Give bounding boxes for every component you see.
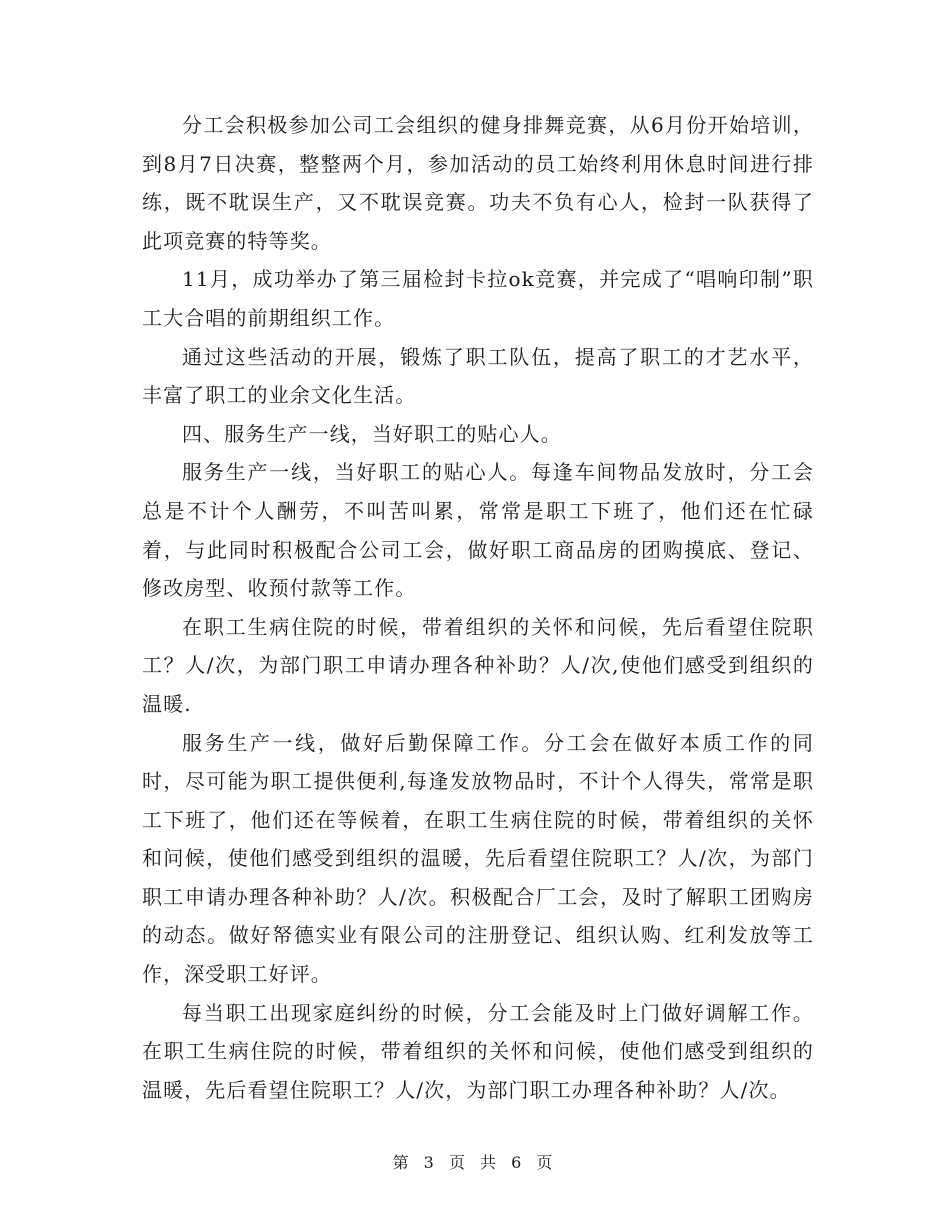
paragraph-frontline-service: 服务生产一线，当好职工的贴心人。每逢车间物品发放时，分工会总是不计个人酬劳，不叫苦叫累，常常是职工下班了，他们还在忙碌着，与此同时积极配合公司工会，做好职工商品房的团购摸底、登记、修改房型、收预付款等工作。 [142,460,814,601]
document-body [142,106,814,1109]
paragraph-dance-competition: 分工会积极参加公司工会组织的健身排舞竞赛，从6月份开始培训，到8月7日决赛，整整两个月，参加活动的员工始终利用休息时间进行排练，既不耽误生产，又不耽误竞赛。功夫不负有心人，检封一队获得了此项竞赛的特等奖。 [142,113,814,253]
paragraph-karaoke-competition: 11月，成功举办了第三届检封卡拉ok竞赛，并完成了“唱响印制”职工大合唱的前期组织工作。 [142,267,814,330]
paragraph-family-mediation: 每当职工出现家庭纠纷的时候，分工会能及时上门做好调解工作。在职工生病住院的时候，带着组织的关怀和问候，使他们感受到组织的温暖，先后看望住院职工？人/次，为部门职工办理各种补助？人/次。 [142,1000,814,1102]
paragraph-logistics-support: 服务生产一线，做好后勤保障工作。分工会在做好本质工作的同时，尽可能为职工提供便利,每逢发放物品时，不计个人得失，常常是职工下班了，他们还在等候着，在职工生病住院的时候，带着组织的关怀和问候，使他们感受到组织的温暖，先后看望住院职工？人/次，为部门职工申请办理各种补助？人/次。积极配合厂工会，及时了解职工团购房的动态。做好帑德实业有限公司的注册登记、组织认购、红利发放等工作，深受职工好评。 [142,730,814,987]
page-number-footer: 第 3 页 共 6 页 [392,1153,558,1172]
paragraph-hospital-visits: 在职工生病住院的时候，带着组织的关怀和问候，先后看望住院职工？人/次，为部门职工申请办理各种补助？人/次,使他们感受到组织的温暖. [142,614,814,716]
section-heading-four: 四、服务生产一线，当好职工的贴心人。 [182,421,562,446]
paragraph-activities-summary: 通过这些活动的开展，锻炼了职工队伍，提高了职工的才艺水平，丰富了职工的业余文化生活。 [142,344,814,408]
